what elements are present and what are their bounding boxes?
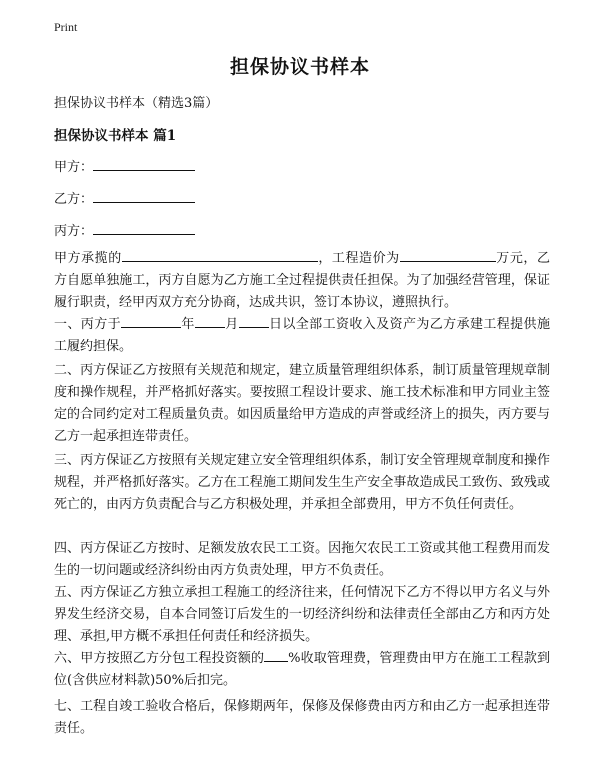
clause-3: 三、丙方保证乙方按照有关规定建立安全管理组织体系，制订安全管理规章制度和操作规程，并严格抓好落实。乙方在工程施工期间发生生产安全事故造成民工致伤、致残或死亡的，由丙方负责配合与乙方积极处理，并承担全部费用，甲方不负任何责任。 xyxy=(54,453,550,512)
year-blank xyxy=(121,315,181,328)
party-a-label: 甲方： xyxy=(54,160,94,175)
day-blank xyxy=(239,315,269,328)
fee-percent-blank xyxy=(264,649,288,662)
clause-1-text-3: 月 xyxy=(224,317,239,332)
party-c-line xyxy=(54,220,195,239)
clause-1-text-2: 年 xyxy=(181,317,195,332)
document-subtitle: 担保协议书样本（精选3篇） xyxy=(54,96,219,111)
party-b-label: 乙方： xyxy=(54,192,94,207)
party-b-line xyxy=(54,188,195,207)
document-title: 担保协议书样本 xyxy=(229,56,370,78)
clause-1-text-1: 一、丙方于 xyxy=(54,317,121,332)
intro-text-3: 万元，乙方自愿单独施工，丙方自愿为乙方施工全过程提供责任担保。为了加强经营管理，保证履行职责，经甲丙双方充分协商，达成共识，签订本协议，遵照执行。 xyxy=(54,251,550,310)
clause-5: 五、丙方保证乙方独立承担工程施工的经济往来，任何情况下乙方不得以甲方名义与外界发生经济交易，自本合同签订后发生的一切经济纠纷和法律责任全部由乙方和丙方处理、承担,甲方概不承担任何责任和经济损失。 xyxy=(54,585,550,644)
intro-text-1: 甲方承揽的 xyxy=(54,251,122,266)
clause-1 xyxy=(54,314,550,358)
project-cost-blank xyxy=(400,249,496,262)
clause-2: 二、丙方保证乙方按照有关规范和规定，建立质量管理组织体系，制订质量管理规章制度和操作规程，并严格抓好落实。要按照工程设计要求、施工技术标准和甲方同业主签定的合同约定对工程质量负责。如因质量给甲方造成的声誉或经济上的损失，丙方要与乙方一起承担连带责任。 xyxy=(54,363,550,444)
clause-6 xyxy=(54,648,550,692)
party-a-line xyxy=(54,156,195,175)
clause-1-text-4: 日以全部工资收入及资产为乙方承建工程提供施工履约担保。 xyxy=(54,317,550,354)
section-heading: 担保协议书样本 篇1 xyxy=(54,128,177,144)
clause-4: 四、丙方保证乙方按时、足额发放农民工工资。因拖欠农民工工资或其他工程费用而发生的一切问题或经济纠纷由丙方负责处理，甲方不负责任。 xyxy=(54,541,550,578)
project-name-blank xyxy=(122,249,318,262)
intro-paragraph xyxy=(54,248,550,314)
month-blank xyxy=(195,315,225,328)
clause-7: 七、工程自竣工验收合格后，保修期两年，保修及保修费由丙方和由乙方一起承担连带责任。 xyxy=(54,699,550,736)
party-a-blank xyxy=(93,158,195,171)
party-c-label: 丙方： xyxy=(54,224,94,239)
clause-6-text-2: %收取管理费，管理费由甲方在施工工程款到位(含供应材料款)50%后扣完。 xyxy=(54,651,550,688)
clause-6-text-1: 六、甲方按照乙方分包工程投资额的 xyxy=(54,651,265,666)
print-link[interactable]: Print xyxy=(54,20,78,34)
intro-text-2: ，工程造价为 xyxy=(317,251,400,266)
party-b-blank xyxy=(93,190,195,203)
party-c-blank xyxy=(93,222,195,235)
